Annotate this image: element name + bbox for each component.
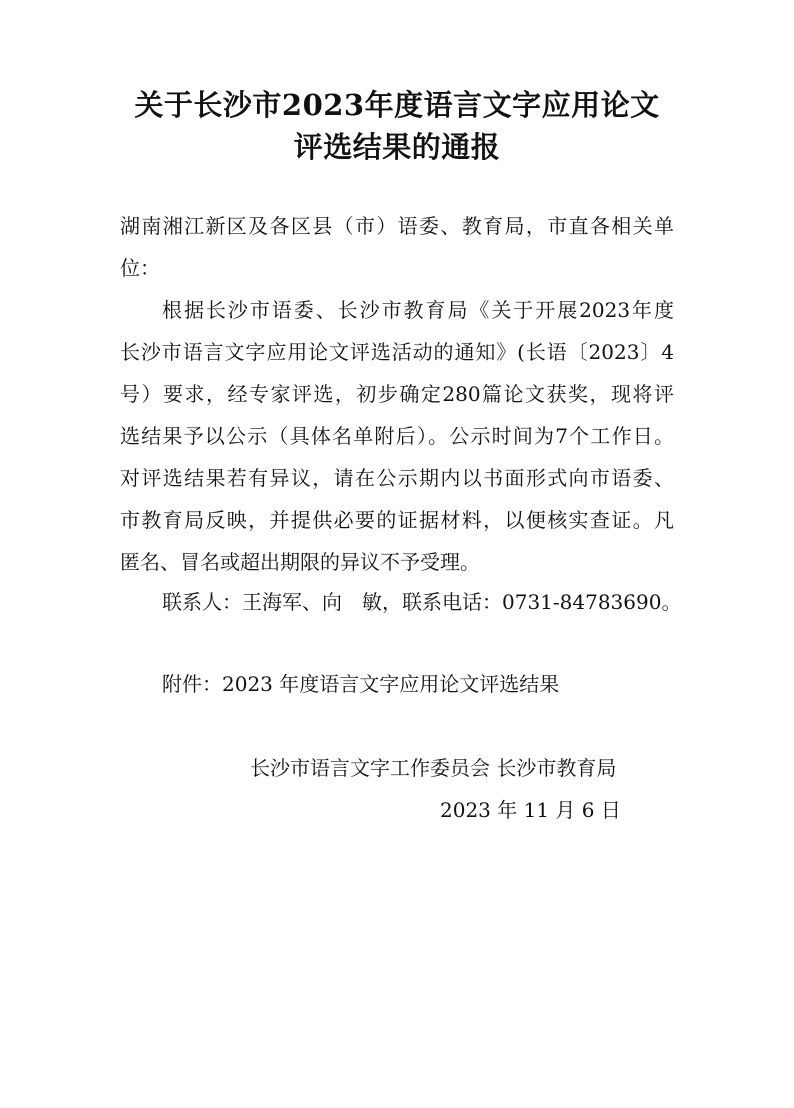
body-line-1: 根据长沙市语委、长沙市教育局《关于开展2023年度 bbox=[162, 298, 674, 322]
salutation-line-2: 位： bbox=[120, 256, 160, 280]
issue-date: 2023 年 11 月 6 日 bbox=[440, 798, 621, 822]
body-line-2: 长沙市语言文字应用论文评选活动的通知》(长语〔2023〕4 bbox=[120, 340, 674, 364]
issuer-signature: 长沙市语言文字工作委员会 长沙市教育局 bbox=[250, 756, 617, 780]
contact-line: 联系人：王海军、向 敏，联系电话：0731-84783690。 bbox=[162, 590, 682, 614]
body-line-4: 选结果予以公示（具体名单附后）。公示时间为7个工作日。 bbox=[120, 424, 674, 448]
body-line-7: 匿名、冒名或超出期限的异议不予受理。 bbox=[120, 550, 480, 574]
attachment-line: 附件：2023 年度语言文字应用论文评选结果 bbox=[162, 672, 560, 696]
document-title-line-2: 评选结果的通报 bbox=[293, 130, 501, 164]
body-line-5: 对评选结果若有异议，请在公示期内以书面形式向市语委、 bbox=[120, 466, 674, 490]
body-line-3: 号）要求，经专家评选，初步确定280篇论文获奖，现将评 bbox=[120, 382, 674, 406]
document-title-line-1: 关于长沙市2023年度语言文字应用论文 bbox=[134, 88, 660, 122]
body-line-6: 市教育局反映，并提供必要的证据材料，以便核实查证。凡 bbox=[120, 508, 674, 532]
salutation-line-1: 湖南湘江新区及各区县（市）语委、教育局，市直各相关单 bbox=[120, 214, 674, 238]
